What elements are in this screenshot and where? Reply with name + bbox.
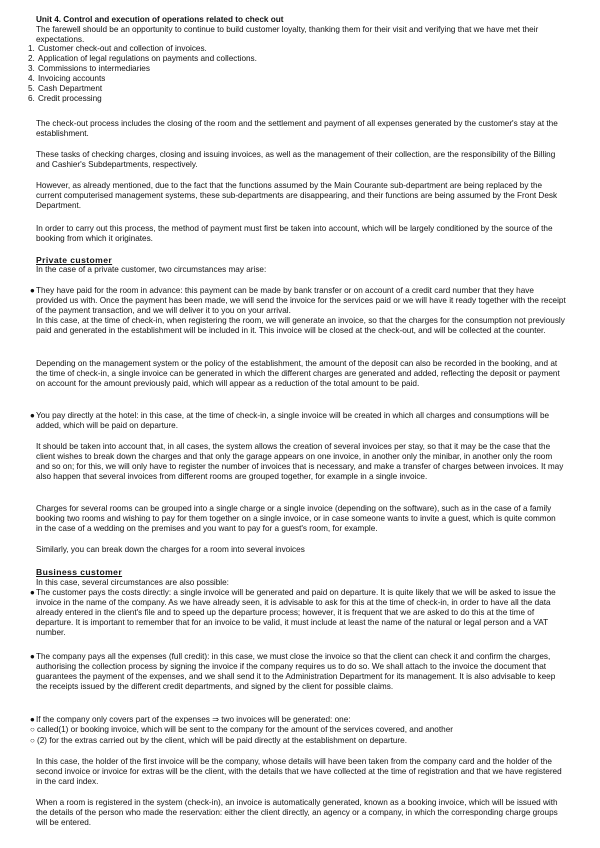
list-item xyxy=(30,736,566,746)
bullet-icon: ● xyxy=(30,588,35,597)
invoice-holder-paragraph: In this case, the holder of the first invoice will be the company, whose details will have been taken from the company card and the holder of the second invoice or invoice for extras will be the client, with the details that we have collected at the time of registration and that we have registered in the card index. xyxy=(36,757,562,787)
advance-payment-checkin-text: In this case, at the time of check-in, when registering the room, we will generate an invoice, so that the charges for the consumption not previously paid and generated in the establishment will be included in it. This invoice will be closed at the check-out, and will be collected at the counter. xyxy=(36,316,565,336)
circle-bullet-icon: ○ xyxy=(30,725,35,734)
list-item xyxy=(30,588,566,638)
responsibility-paragraph: These tasks of checking charges, closing and issuing invoices, as well as the management of their collection, are the responsibility of the Billing and Cashier's Subdepartments, respectively. xyxy=(36,150,556,170)
advance-payment-text: They have paid for the room in advance: this payment can be made by bank transfer or on account of a credit card number that they have provided us with. Once the payment has been made, we will send the invoice for the services paid or we will have it ready together with the receipt of the payment transaction, and we will deliver it to you on your arrival. xyxy=(36,286,566,316)
list-item xyxy=(30,652,566,692)
deposit-paragraph: Depending on the management system or the policy of the establishment, the amount of the deposit can also be recorded in the booking, and at the time of check-in, a single invoice can be generated in which the different charges are generated and added, reflecting the deposit or payment on account for the amount previously paid, which will appear as a reduction of the total amount to be paid. xyxy=(36,359,560,389)
checkout-paragraph: The check-out process includes the closing of the room and the settlement and payment of all expenses generated by the customer's stay at the establishment. xyxy=(36,119,558,139)
list-item: 6. Credit processing xyxy=(28,94,102,104)
list-item xyxy=(30,286,566,336)
list-item xyxy=(30,715,566,725)
pays-directly-text: The customer pays the costs directly: a single invoice will be generated and paid on departure. It is quite likely that we will be asked to issue the invoice in the name of the company. As we have already seen, it is advisable to ask for this at the time of check-in, in order to have all the data already entered in the client's file and to speed up the departure process; however, it is frequent that we are asked to do this at the time of departure. It is important to remember that for an invoice to be valid, it must include at least the name of the natural or legal person and a VAT number. xyxy=(36,588,556,638)
list-item: 4. Invoicing accounts xyxy=(28,74,106,84)
booking-invoice-paragraph: When a room is registered in the system (check-in), an invoice is automatically generated, known as a booking invoice, which will be issued with the details of the person who made the reservation: either the client directly, an agency or a company, in which the corresponding charge groups will be entered. xyxy=(36,798,558,828)
bullet-icon: ● xyxy=(30,411,35,420)
list-item: 5. Cash Department xyxy=(28,84,103,94)
business-customer-heading: Business customer xyxy=(36,567,123,577)
payment-method-paragraph: In order to carry out this process, the method of payment must first be taken into account, which will be largely conditioned by the source of the booking from which it originates. xyxy=(36,224,553,244)
several-invoices-paragraph: It should be taken into account that, in all cases, the system allows the creation of several invoices per stay, so that it may be the case that the client wishes to break down the charges and that only the garage appears on one invoice, in another only the minibar, in another only the room and so on; for this, we will only have to register the number of invoices that is necessary, and make a transfer of charges between invoices. It may also happen that several invoices from different rooms are grouped together, for example in a single invoice. xyxy=(36,442,564,482)
breakdown-paragraph: Similarly, you can break down the charges for a room into several invoices xyxy=(36,545,305,554)
bullet-icon: ● xyxy=(30,286,35,295)
booking-invoice-text: called(1) or booking invoice, which will be sent to the company for the amount of the services covered, and another xyxy=(37,725,453,734)
list-item xyxy=(30,725,566,735)
circle-bullet-icon: ○ xyxy=(30,736,35,745)
pay-at-hotel-text: You pay directly at the hotel: in this case, at the time of check-in, a single invoice will be created in which all charges and consumptions will be added, which will be paid on departure. xyxy=(36,411,550,431)
list-item: 1. Customer check-out and collection of invoices. xyxy=(28,44,207,53)
private-customer-heading: Private customer xyxy=(36,255,113,265)
bullet-icon: ● xyxy=(30,652,35,661)
grouped-charges-paragraph: Charges for several rooms can be grouped into a single charge or a single invoice (depending on the software), such as in the case of a family booking two rooms and wishing to pay for them together on a single invoice, or in case someone wants to invite a guest, which is quite common in the case of a wedding on the premises and you want to pay for a guest's room, for example. xyxy=(36,504,556,534)
extras-invoice-text: (2) for the extras carried out by the client, which will be paid directly at the establishment on departure. xyxy=(37,736,407,745)
topic-list xyxy=(28,44,257,105)
list-item: 3. Commissions to intermediaries xyxy=(28,64,150,74)
private-customer-intro: In the case of a private customer, two circumstances may arise: xyxy=(36,265,267,274)
full-credit-text: The company pays all the expenses (full credit): in this case, we must close the invoice so that the client can check it and confirm the charges, authorising the collection process by signing the invoice if the company requires us to do so. We shall attach to the invoice the document that guarantees the payment of the expenses, and we shall send it to the Administration Department for its management. It is also advisable to keep the receipts issued by the different credit departments, and signed by the client for possible claims. xyxy=(36,652,556,692)
intro-paragraph: The farewell should be an opportunity to continue to build customer loyalty, thanking them for their visit and verifying that we have met their expectations. xyxy=(36,25,539,45)
list-item xyxy=(30,411,566,431)
list-item: 2. Application of legal regulations on payments and collections. xyxy=(28,54,257,64)
main-courante-paragraph: However, as already mentioned, due to the fact that the functions assumed by the Main Courante sub-department are being replaced by the current computerised management systems, these sub-departments are disappearing, and their functions are being assumed by the Front Desk Department. xyxy=(36,181,558,211)
bullet-icon: ● xyxy=(30,715,35,724)
partial-expenses-text: If the company only covers part of the expenses ⇒ two invoices will be generated: one: xyxy=(36,715,351,724)
page-title: Unit 4. Control and execution of operations related to check out xyxy=(36,15,284,24)
business-customer-intro: In this case, several circumstances are also possible: xyxy=(36,578,229,587)
